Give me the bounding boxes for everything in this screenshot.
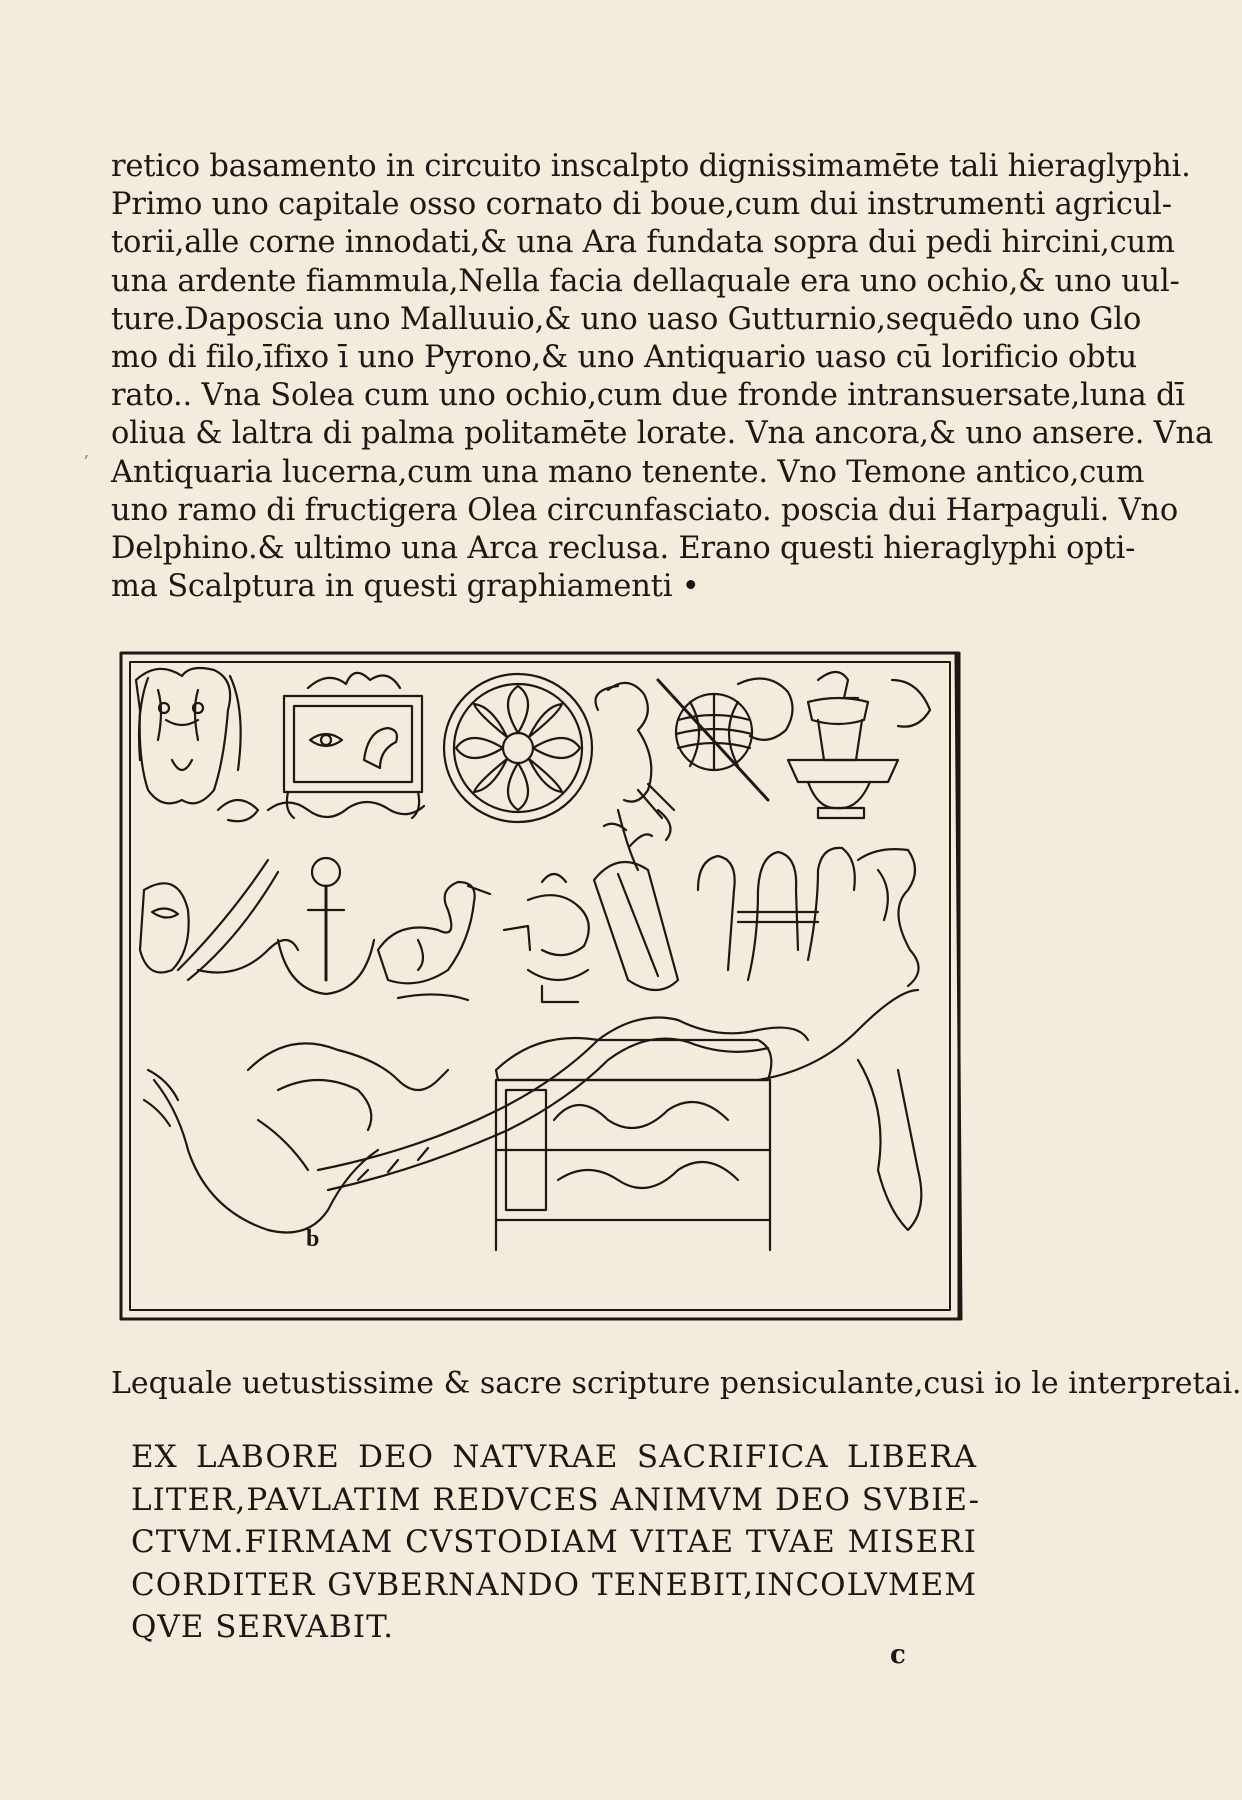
lamp-vase-icon	[738, 672, 930, 818]
inscription-line: CTVM.FIRMAM CVSTODIAM VITAE TVAE MISERI	[131, 1524, 977, 1560]
margin-mark: ,	[84, 442, 90, 461]
hooks-icon	[698, 848, 855, 980]
text-line: Antiquaria lucerna,cum una mano tenente. Vno Temone antico,cum	[111, 454, 1145, 490]
inscription-line: LITER,PAVLATIM REDVCES ANIMVM DEO SVBIE-	[131, 1481, 981, 1518]
ball-of-thread-icon	[658, 680, 768, 800]
text-line: Delphino.& ultimo una Arca reclusa. Erano questi hieraglyphi opti-	[111, 531, 1136, 567]
text-line: mo di filo,īfixo ī uno Pyrono,& uno Antiquario uaso cū lorificio obtu	[111, 340, 1137, 376]
dolphin-icon	[144, 1043, 448, 1232]
inscription-line: EX LABORE DEO NATVRAE SACRIFICA LIBERA	[131, 1439, 977, 1475]
woodcut-letter: b	[306, 1226, 320, 1252]
text-line: rato.. Vna Solea cum uno ochio,cum due fronde intransuersate,luna dī	[111, 378, 1185, 414]
text-line: ma Scalptura in questi graphiamenti •	[111, 569, 700, 605]
dolphin-upper-icon	[858, 849, 919, 986]
text-line: retico basamento in circuito inscalpto dignissimamēte tali hieraglyphi.	[111, 149, 1191, 184]
sole-eye-icon	[140, 860, 298, 980]
hieroglyph-woodcut	[118, 650, 962, 1322]
signature-mark: c	[890, 1640, 906, 1670]
text-line: oliua & laltra di palma politamēte lorate. Vna ancora,& uno ansere. Vna	[111, 416, 1213, 452]
inscription-line: QVE SERVABIT.	[131, 1609, 395, 1645]
anchor-icon	[278, 858, 374, 994]
caption: Lequale uetustissime & sacre scripture pensiculante,cusi io le interpretai.	[111, 1366, 1242, 1401]
altar-eye-icon	[268, 673, 424, 818]
inscription-line: CORDITER GVBERNANDO TENEBIT,INCOLVMEM	[131, 1566, 977, 1603]
inscription	[131, 1436, 981, 1649]
text-line: una ardente fiammula,Nella facia dellaquale era uno ochio,& uno uul-	[111, 263, 1180, 299]
lamp-hand-icon	[504, 874, 589, 1002]
text-line: Primo uno capitale osso cornato di boue,cum dui instrumenti agricul-	[111, 187, 1172, 223]
chest-icon	[496, 990, 921, 1250]
jug-icon	[596, 683, 675, 840]
text-line: uno ramo di fructigera Olea circunfasciato. poscia dui Harpaguli. Vno	[111, 492, 1179, 528]
goose-icon	[378, 882, 490, 1000]
ribbon-icon	[318, 1018, 808, 1191]
rosette-icon	[444, 674, 592, 822]
rudder-icon	[594, 810, 678, 990]
ox-skull-icon	[136, 668, 258, 821]
text-line: torii,alle corne innodati,& una Ara fundata sopra dui pedi hircini,cum	[111, 225, 1175, 261]
text-line: ture.Daposcia uno Malluuio,& uno uaso Gutturnio,sequēdo uno Glo	[111, 301, 1142, 337]
body-text	[111, 148, 1213, 606]
